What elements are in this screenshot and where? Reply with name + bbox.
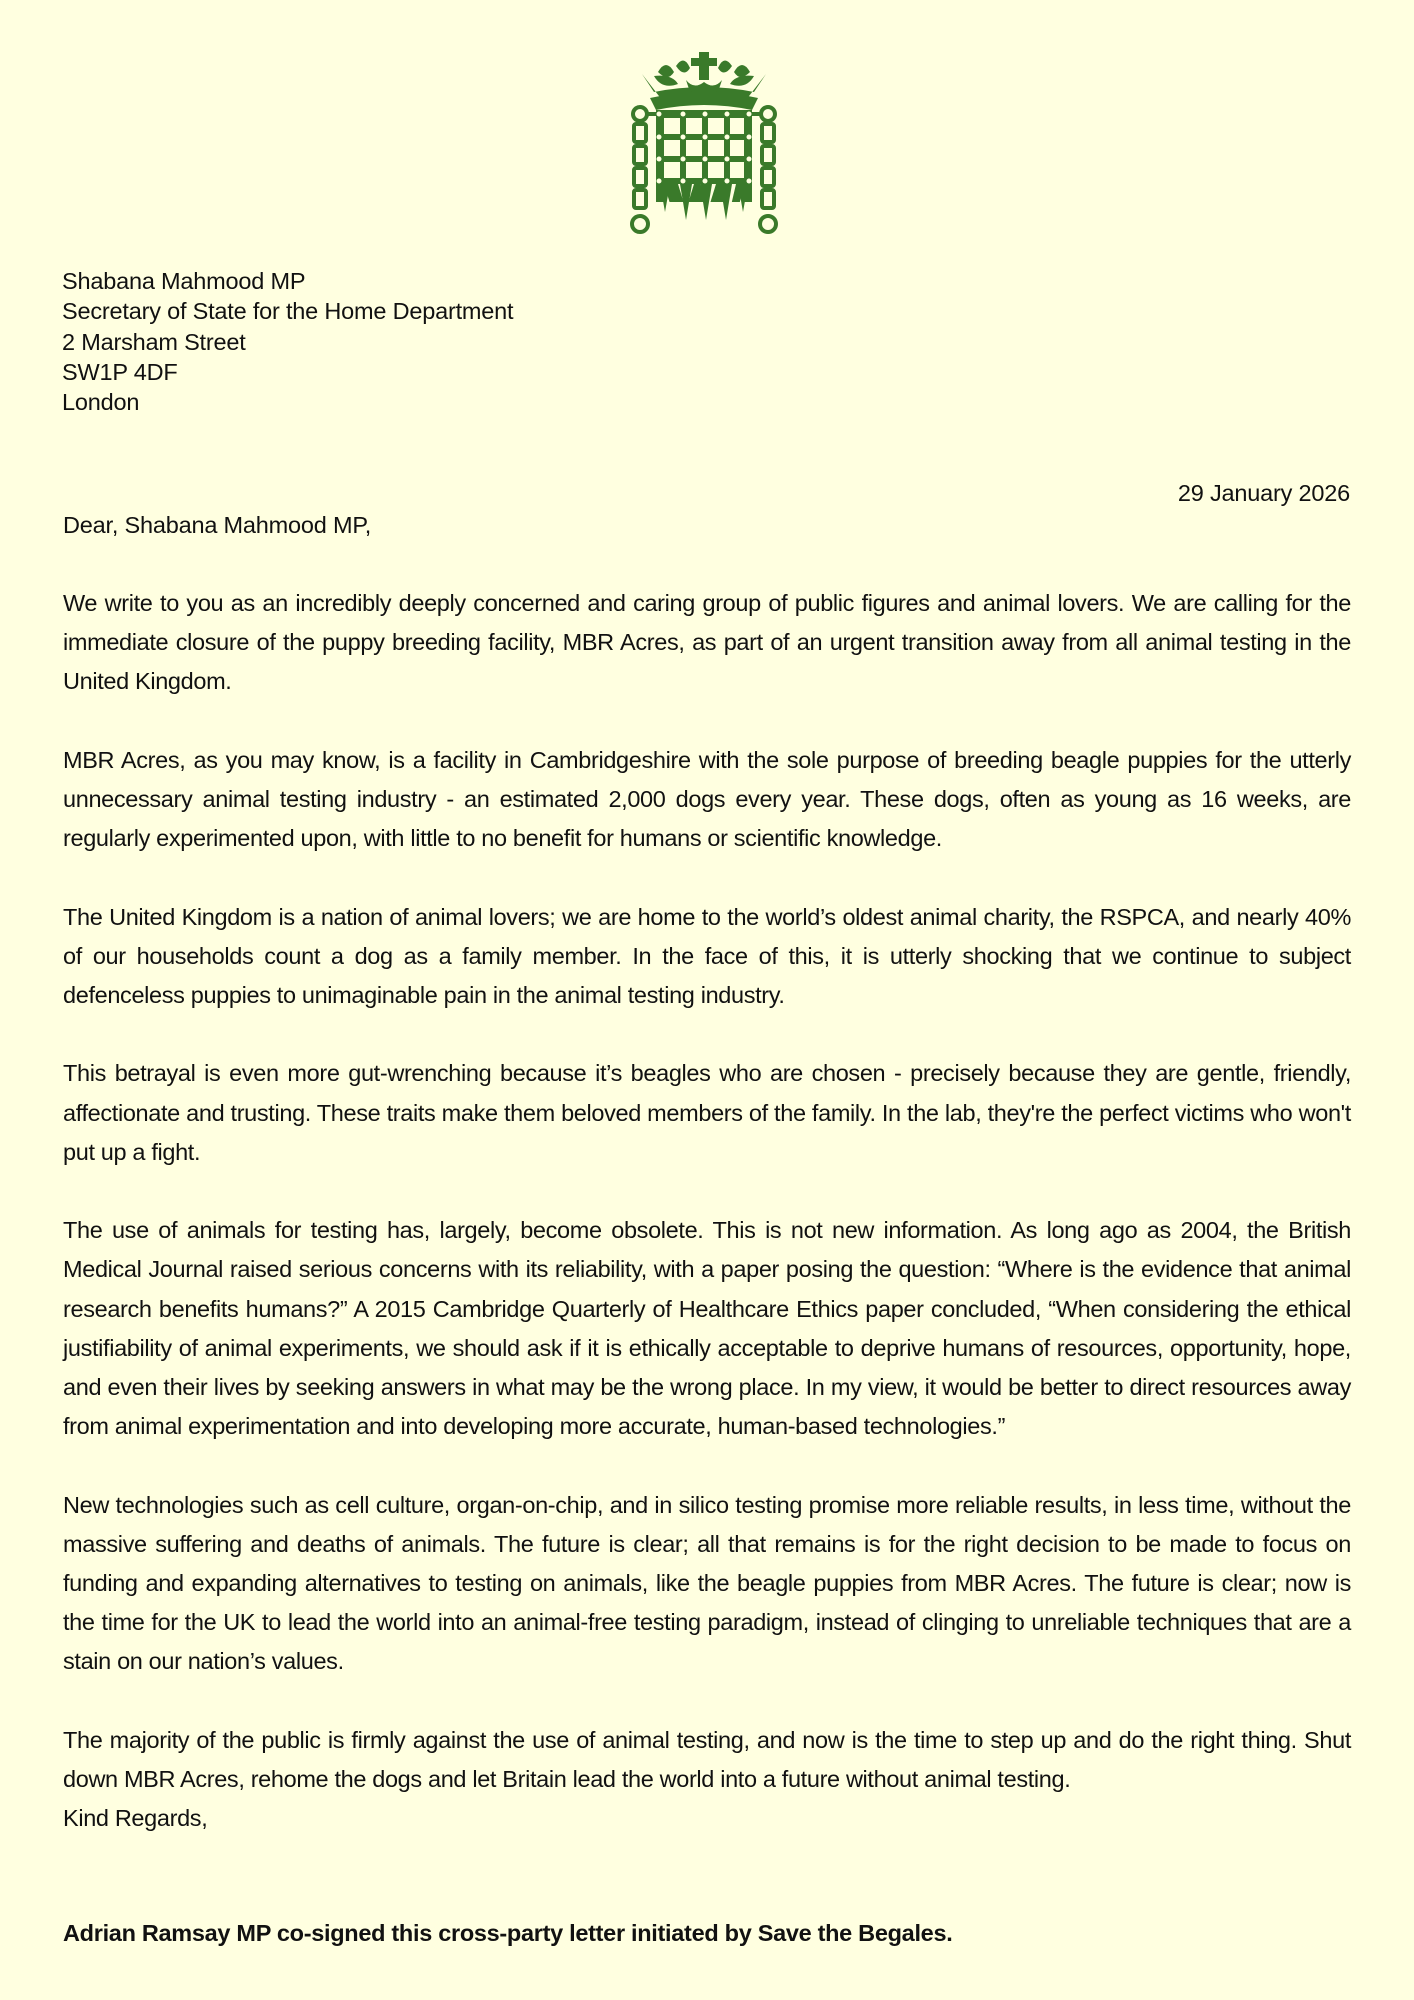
paragraph-betrayal: This betrayal is even more gut-wrenching because it’s beagles who are chosen - precisely because they are gentle, friendly, affectionate and trusting. These traits make them beloved members of the family. In the lab, they're the perfect victims who won't put up a fight.: [63, 1060, 1351, 1165]
recipient-title: Secretary of State for the Home Department: [62, 298, 514, 325]
paragraph-call-to-action: The majority of the public is firmly against the use of animal testing, and now is the time to step up and do the right thing. Shut down MBR Acres, rehome the dogs and let Britain lead the world into a future without animal testing.: [63, 1726, 1351, 1792]
paragraph-intro: We write to you as an incredibly deeply concerned and caring group of public figures and animal lovers. We are calling for the immediate closure of the puppy breeding facility, MBR Acres, as part of an urgent transition away from all animal testing in the United Kingdom.: [63, 590, 1351, 695]
closing: Kind Regards,: [63, 1805, 208, 1832]
recipient-name: Shabana Mahmood MP: [62, 268, 306, 294]
letter-date: 29 January 2026: [1177, 480, 1350, 506]
portcullis-crest-icon: [628, 52, 780, 238]
paragraph-obsolete-testing: The use of animals for testing has, largely, become obsolete. This is not new information. As long ago as 2004, the British Medical Journal raised serious concerns with its reliability, with a paper posing the question: “Where is the evidence that animal research benefits humans?” A 2015 Cambridge Quarterly of Healthcare Ethics paper concluded, “When considering the ethical justifiability of animal experiments, we should ask if it is ethically acceptable to deprive humans of resources, opportunity, hope, and even their lives by seeking answers in what may be the wrong place. In my view, it would be better to direct resources away from animal experimentation and into developing more accurate, human-based technologies.”: [63, 1217, 1351, 1440]
recipient-city: London: [62, 389, 140, 416]
paragraph-new-technologies: New technologies such as cell culture, organ-on-chip, and in silico testing promise more reliable results, in less time, without the massive suffering and deaths of animals. The future is clear; all that remains is for the right decision to be made to focus on funding and expanding alternatives to testing on animals, like the beagle puppies from MBR Acres. The future is clear; now is the time for the UK to lead the world into an animal-free testing paradigm, instead of clinging to unreliable techniques that are a stain on our nation’s values.: [63, 1491, 1351, 1675]
salutation: Dear, Shabana Mahmood MP,: [63, 512, 372, 538]
recipient-street: 2 Marsham Street: [62, 328, 246, 355]
recipient-address: [62, 266, 513, 417]
paragraph-animal-lovers: The United Kingdom is a nation of animal lovers; we are home to the world’s oldest animal charity, the RSPCA, and nearly 40% of our households count a dog as a family member. In the face of this, it is utterly shocking that we continue to subject defenceless puppies to unimaginable pain in the animal testing industry.: [63, 903, 1351, 1008]
letter-body: [63, 584, 1351, 1878]
cosign-note: Adrian Ramsay MP co-signed this cross-party letter initiated by Save the Begales.: [63, 1920, 953, 1946]
paragraph-mbr-acres: MBR Acres, as you may know, is a facility in Cambridgeshire with the sole purpose of breeding beagle puppies for the utterly unnecessary animal testing industry - an estimated 2,000 dogs every year. These dogs, often as young as 16 weeks, are regularly experimented upon, with little to no benefit for humans or scientific knowledge.: [63, 746, 1351, 852]
recipient-postcode: SW1P 4DF: [62, 358, 178, 385]
